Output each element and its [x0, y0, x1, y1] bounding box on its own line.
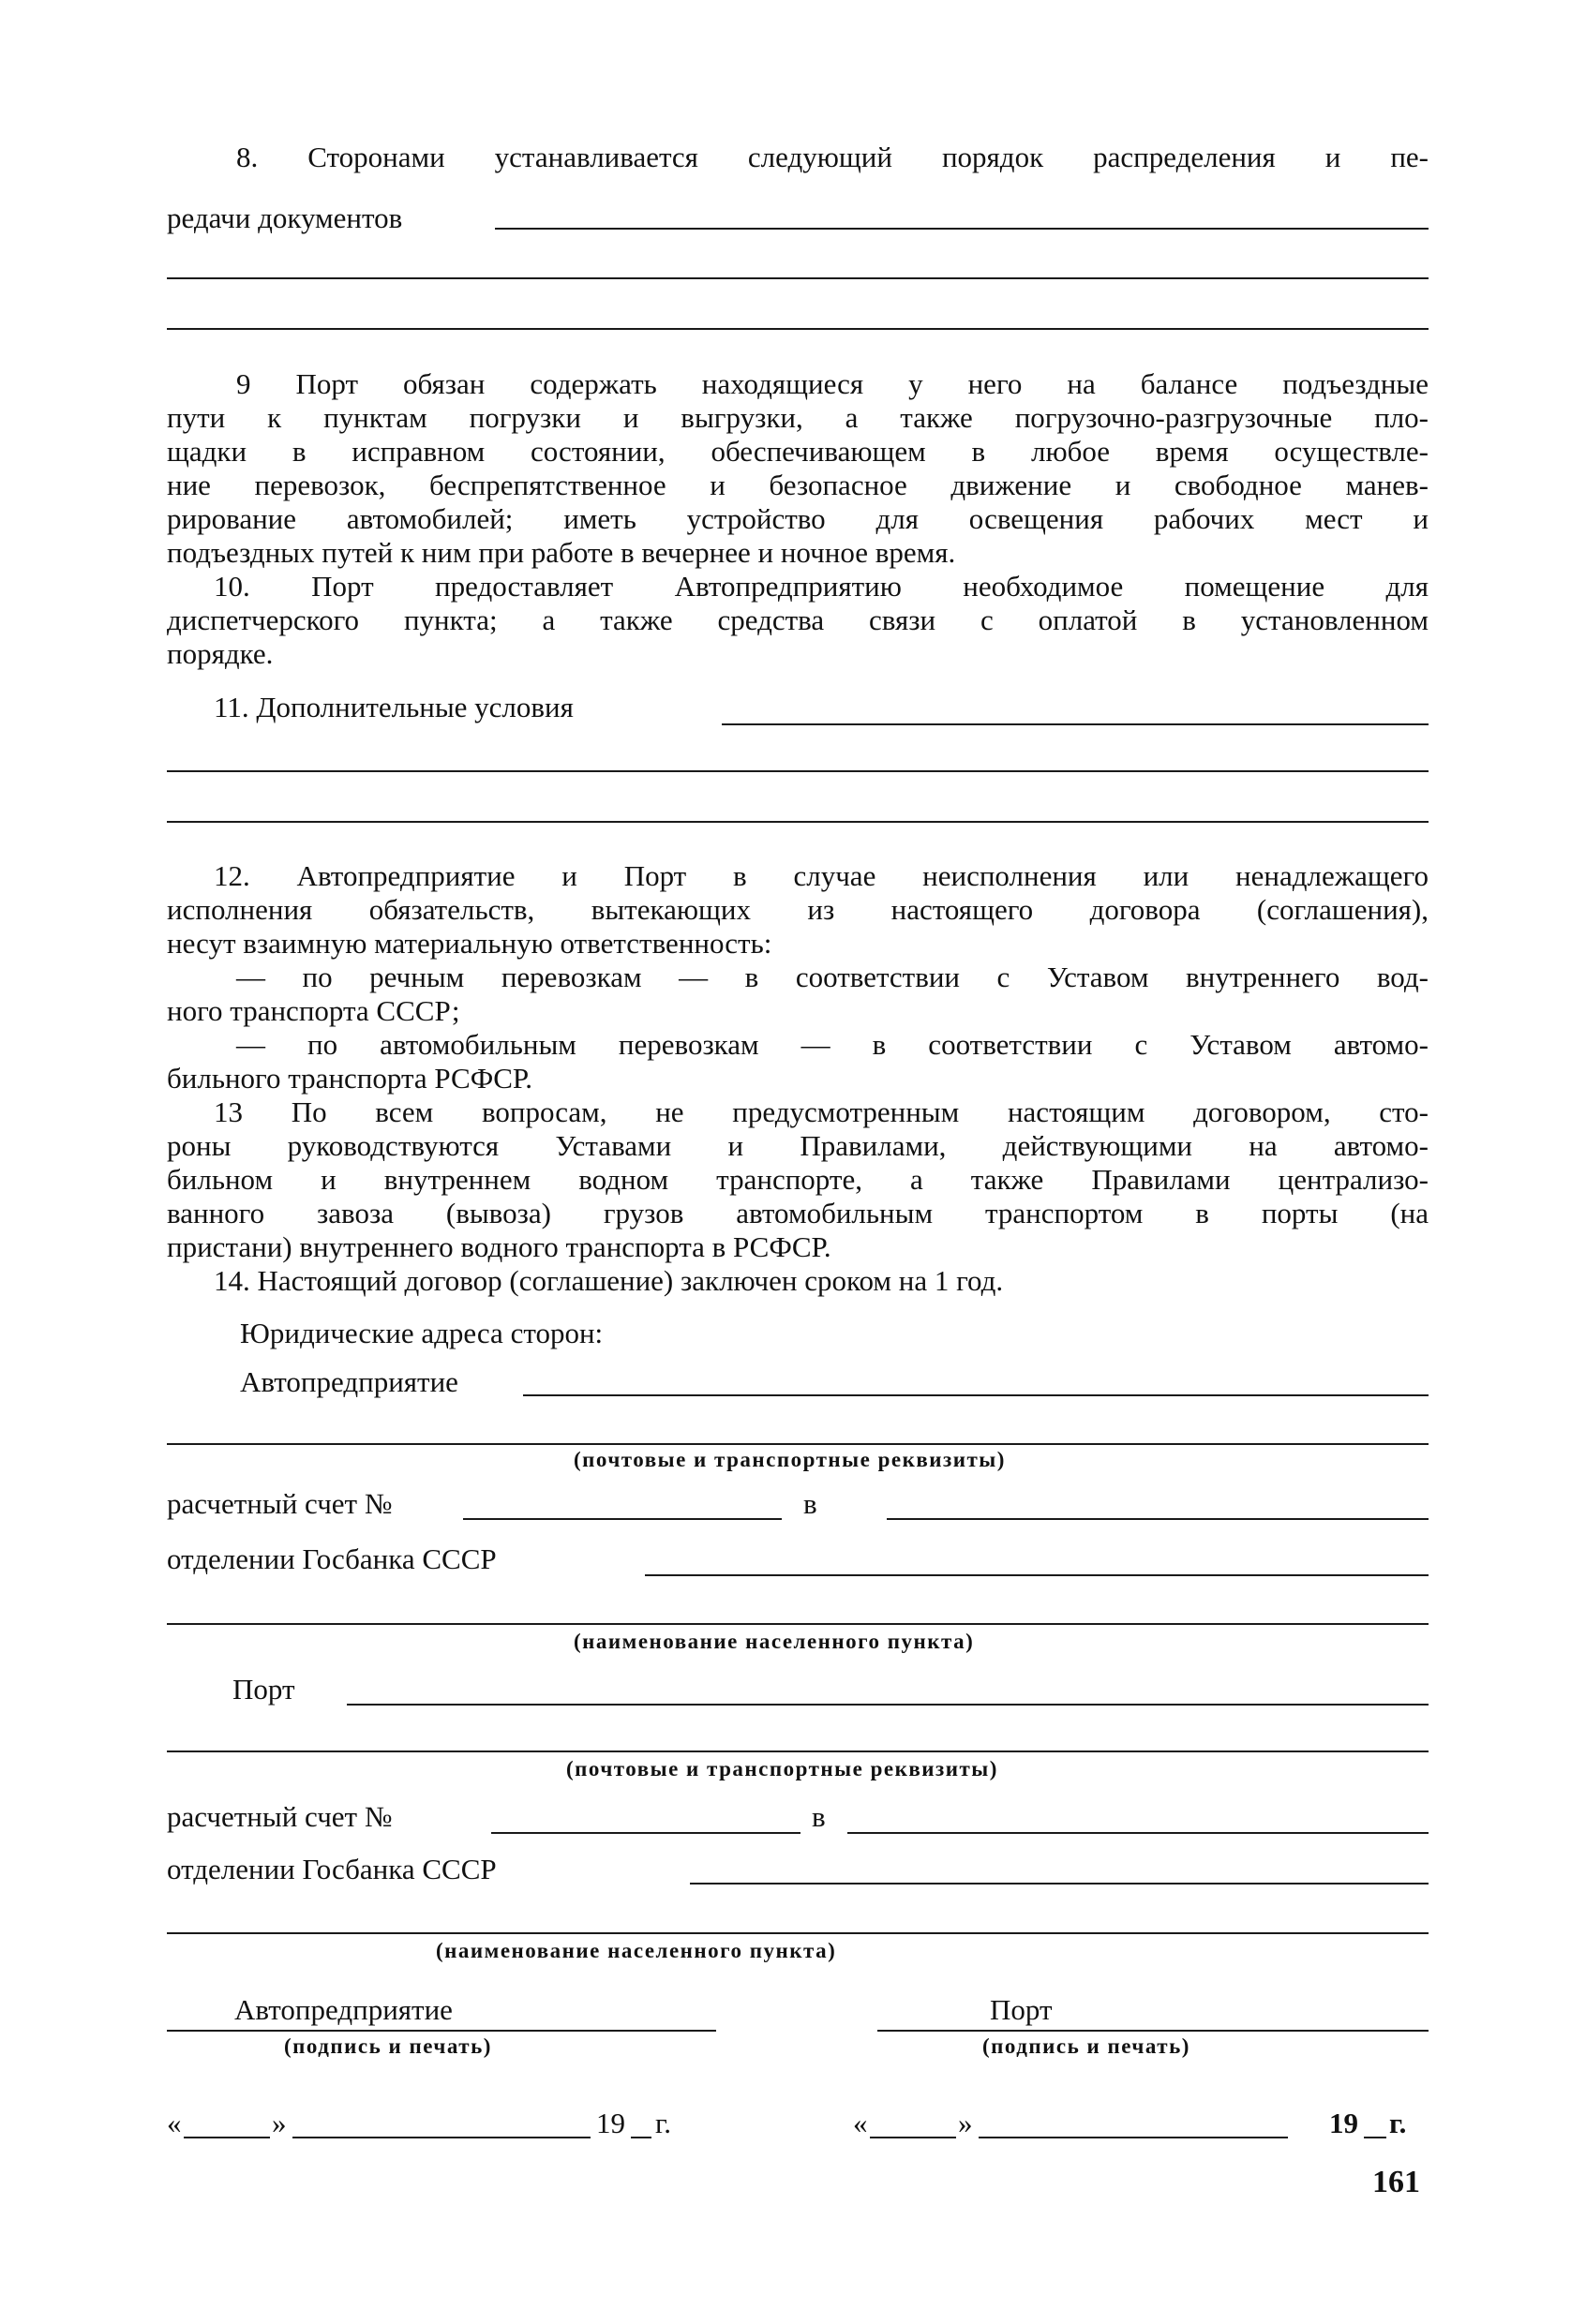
item12-line: исполнения обязательств, вытекающих из настоящего договора (соглашения), — [167, 893, 1429, 926]
item8-line1: 8. Сторонами устанавливается следующий порядок распределения и пе- — [236, 141, 1429, 173]
date-right-year-prefix: 19 — [1329, 2107, 1358, 2139]
item13-line: пристани) внутреннего водного транспорта в РСФСР. — [167, 1230, 831, 1263]
item9-line: ние перевозок, беспрепятственное и безопасное движение и свободное манев- — [167, 469, 1429, 501]
item13-line: бильном и внутреннем водном транспорте, а также Правилами централизо- — [167, 1163, 1429, 1196]
port-name-field — [347, 1704, 1429, 1706]
signature-left-caption: (подпись и печать) — [284, 2034, 492, 2058]
port-in-label: в — [812, 1800, 826, 1833]
item9-line: 9 Порт обязан содержать находящиеся у него на балансе подъездные — [236, 367, 1429, 400]
item12-line: несут взаимную материальную ответственность: — [167, 927, 772, 960]
addresses-heading: Юридические адреса сторон: — [240, 1317, 604, 1349]
date-right-close-quote: » — [958, 2107, 973, 2139]
date-left-month-field — [292, 2137, 591, 2138]
item9-line: пути к пунктам погрузки и выгрузки, а также погрузочно-разгрузочные пло- — [167, 401, 1429, 434]
item9-line: подъездных путей к ним при работе в вечернее и ночное время. — [167, 536, 956, 569]
item10-line: 10. Порт предоставляет Автопредприятию необходимое помещение для — [214, 570, 1429, 603]
item8-blank-line — [167, 328, 1429, 330]
item8-fill-line — [495, 228, 1429, 230]
auto-postal-line — [167, 1443, 1429, 1445]
item9-line: щадки в исправном состоянии, обеспечивающем в любое время осуществле- — [167, 435, 1429, 468]
item10-line: порядке. — [167, 637, 274, 670]
port-account-field — [491, 1832, 800, 1834]
item11-blank-line — [167, 821, 1429, 823]
date-left-year-prefix: 19 — [596, 2107, 625, 2139]
auto-label: Автопредприятие — [240, 1365, 458, 1398]
date-right-day-field — [870, 2137, 956, 2138]
date-left-year-field — [631, 2137, 651, 2138]
auto-account-label: расчетный счет № — [167, 1487, 393, 1520]
port-locality-caption: (наименование населенного пункта) — [436, 1939, 837, 1962]
item10-line: диспетчерского пункта; а также средства связи с оплатой в установленном — [167, 603, 1429, 636]
auto-bank-label: отделении Госбанка СССР — [167, 1542, 497, 1575]
port-bank-branch-field — [690, 1883, 1429, 1885]
item8-blank-line — [167, 277, 1429, 279]
signature-left-line — [167, 2030, 716, 2032]
date-right-month-field — [979, 2137, 1288, 2138]
auto-in-label: в — [803, 1487, 817, 1520]
auto-name-field — [523, 1394, 1429, 1396]
item14-text: 14. Настоящий договор (соглашение) заключен сроком на 1 год. — [214, 1264, 1004, 1297]
port-label: Порт — [232, 1673, 295, 1706]
item12-line: — по речным перевозкам — в соответствии с Уставом внутреннего вод- — [236, 961, 1429, 993]
auto-account-field — [463, 1518, 782, 1520]
item12-line: — по автомобильным перевозкам — в соответствии с Уставом автомо- — [236, 1028, 1429, 1061]
port-postal-line — [167, 1750, 1429, 1752]
date-left-close-quote: » — [272, 2107, 287, 2139]
auto-bank-branch-field — [645, 1574, 1429, 1576]
signature-right-line — [877, 2030, 1429, 2032]
item9-line: рирование автомобилей; иметь устройство для освещения рабочих мест и — [167, 502, 1429, 535]
port-postal-caption: (почтовые и транспортные реквизиты) — [566, 1757, 998, 1780]
item13-line: роны руководствуются Уставами и Правилами, действующими на автомо- — [167, 1129, 1429, 1162]
signature-right-party: Порт — [990, 1993, 1053, 2026]
port-bank-field — [847, 1832, 1429, 1834]
item12-line: ного транспорта СССР; — [167, 994, 460, 1027]
item12-line: 12. Автопредприятие и Порт в случае неисполнения или ненадлежащего — [214, 859, 1429, 892]
item11-label: 11. Дополнительные условия — [214, 691, 574, 723]
date-right-open-quote: « — [853, 2107, 868, 2139]
signature-left-party: Автопредприятие — [234, 1993, 453, 2026]
item11-fill-line — [722, 723, 1429, 725]
port-bank-label: отделении Госбанка СССР — [167, 1853, 497, 1885]
item13-line: ванного завоза (вывоза) грузов автомобильным транспортом в порты (на — [167, 1197, 1429, 1229]
port-locality-line — [167, 1932, 1429, 1934]
port-account-label: расчетный счет № — [167, 1800, 393, 1833]
item12-line: бильного транспорта РСФСР. — [167, 1062, 532, 1095]
date-right-year-suffix: г. — [1389, 2107, 1407, 2139]
date-left-open-quote: « — [167, 2107, 182, 2139]
date-right-year-field — [1364, 2137, 1386, 2138]
page-number: 161 — [1372, 2165, 1420, 2199]
signature-right-caption: (подпись и печать) — [982, 2034, 1190, 2058]
item8-line2: редачи документов — [167, 201, 403, 234]
auto-bank-field — [887, 1518, 1429, 1520]
date-left-year-suffix: г. — [655, 2107, 671, 2139]
item11-blank-line — [167, 770, 1429, 772]
auto-locality-line — [167, 1623, 1429, 1625]
auto-postal-caption: (почтовые и транспортные реквизиты) — [574, 1448, 1006, 1471]
date-left-day-field — [184, 2137, 270, 2138]
item13-line: 13 По всем вопросам, не предусмотренным настоящим договором, сто- — [214, 1095, 1429, 1128]
auto-locality-caption: (наименование населенного пункта) — [574, 1630, 975, 1653]
